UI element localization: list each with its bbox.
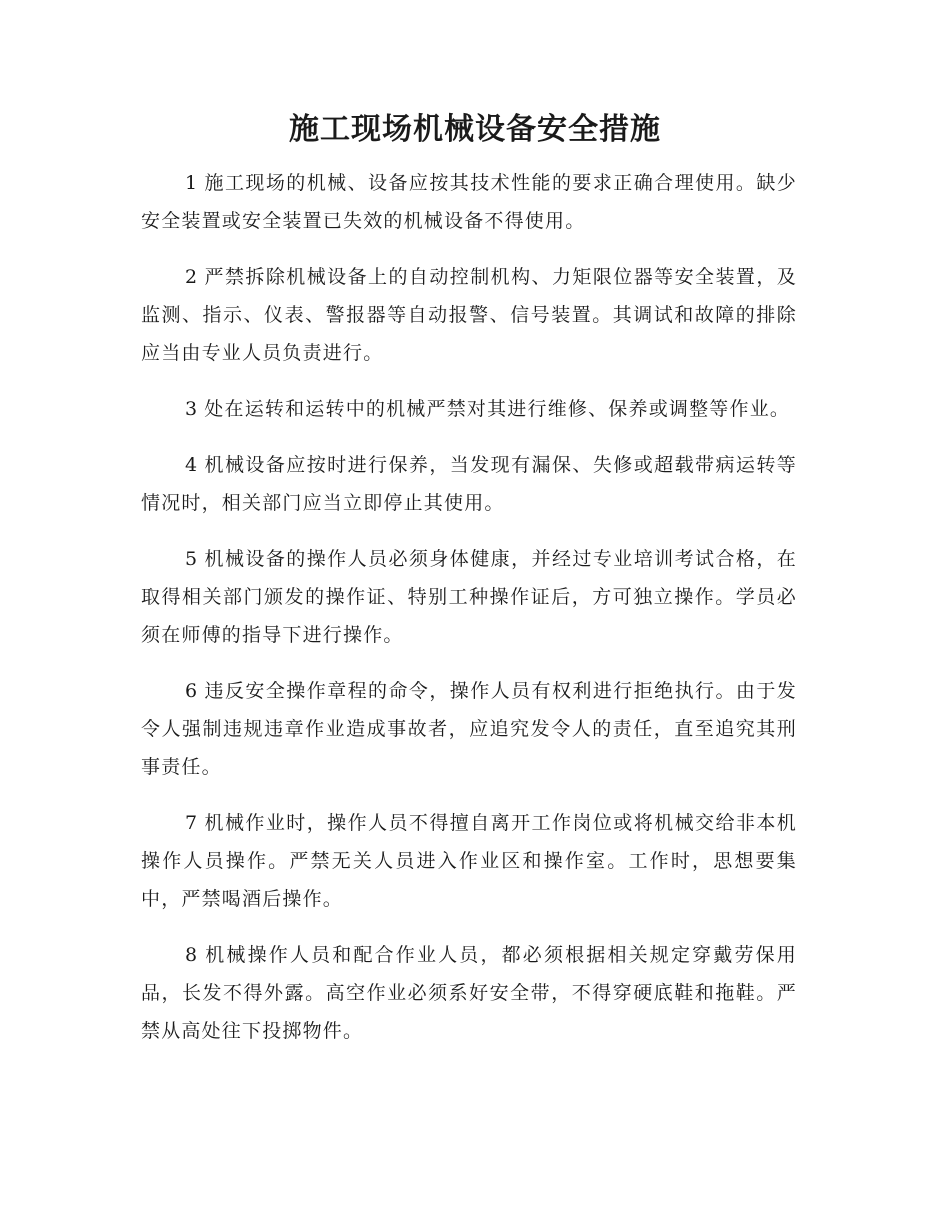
paragraph-text: 机械操作人员和配合作业人员，都必须根据相关规定穿戴劳保用品，长发不得外露。高空作业必须系好安全带，不得穿硬底鞋和拖鞋。严禁从高处往下投掷物件。 (141, 944, 797, 1042)
document-title: 施工现场机械设备安全措施 (289, 112, 661, 147)
document-body (141, 164, 797, 1068)
paragraph-text: 机械设备应按时进行保养，当发现有漏保、失修或超载带病运转等情况时，相关部门应当立即停止其使用。 (141, 454, 797, 514)
paragraph-text: 机械设备的操作人员必须身体健康，并经过专业培训考试合格，在取得相关部门颁发的操作证、特别工种操作证后，方可独立操作。学员必须在师傅的指导下进行操作。 (141, 548, 797, 646)
paragraph-number: 5 (185, 548, 199, 570)
paragraph-2 (141, 258, 797, 372)
paragraph-text: 处在运转和运转中的机械严禁对其进行维修、保养或调整等作业。 (204, 398, 791, 420)
paragraph-6 (141, 672, 797, 786)
paragraph-number: 4 (185, 454, 199, 476)
paragraph-number: 1 (185, 172, 199, 194)
paragraph-text: 严禁拆除机械设备上的自动控制机构、力矩限位器等安全装置，及监测、指示、仪表、警报器等自动报警、信号装置。其调试和故障的排除应当由专业人员负责进行。 (141, 266, 797, 364)
paragraph-text: 施工现场的机械、设备应按其技术性能的要求正确合理使用。缺少安全装置或安全装置已失效的机械设备不得使用。 (141, 172, 797, 232)
paragraph-text: 机械作业时，操作人员不得擅自离开工作岗位或将机械交给非本机操作人员操作。严禁无关人员进入作业区和操作室。工作时，思想要集中，严禁喝酒后操作。 (141, 812, 797, 910)
paragraph-7 (141, 804, 797, 918)
paragraph-text: 违反安全操作章程的命令，操作人员有权利进行拒绝执行。由于发令人强制违规违章作业造成事故者，应追究发令人的责任，直至追究其刑事责任。 (141, 680, 797, 778)
paragraph-number: 8 (185, 944, 199, 966)
paragraph-5 (141, 540, 797, 654)
paragraph-number: 3 (185, 398, 199, 420)
paragraph-3 (141, 390, 797, 428)
paragraph-8 (141, 936, 797, 1050)
paragraph-number: 6 (185, 680, 199, 702)
paragraph-number: 7 (185, 812, 199, 834)
paragraph-1 (141, 164, 797, 240)
paragraph-4 (141, 446, 797, 522)
paragraph-number: 2 (185, 266, 199, 288)
